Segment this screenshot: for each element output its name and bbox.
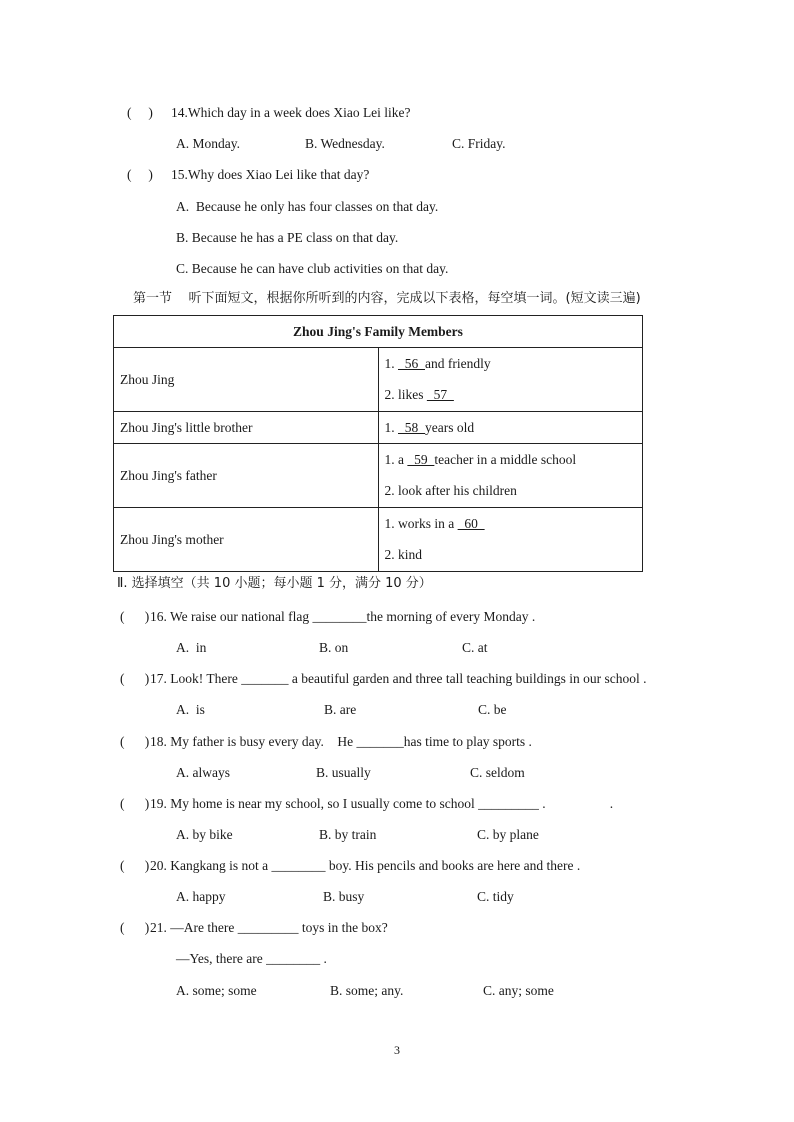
option: C. by plane	[477, 827, 539, 842]
option: C. seldom	[470, 765, 525, 780]
option: C. Friday.	[452, 136, 506, 151]
answer-paren: ( )	[120, 796, 150, 811]
detail-line: 2. look after his children	[384, 483, 517, 499]
page-number: 3	[394, 1043, 400, 1057]
answer-paren: ( )	[120, 858, 150, 873]
member-details	[378, 444, 643, 508]
blank-57: 57	[426, 387, 454, 403]
answer-paren: ( )	[120, 609, 150, 624]
option: A. in	[176, 640, 207, 655]
table-row	[114, 444, 643, 508]
option: A. some; some	[176, 983, 257, 998]
question-20-stem: 20. Kangkang is not a ________ boy. His pencils and books are here and there .	[150, 858, 581, 873]
option: B. are	[324, 702, 357, 717]
member-details	[378, 348, 643, 412]
answer-paren: ( )	[120, 671, 150, 686]
detail-line: 2. kind	[384, 547, 423, 563]
detail-line: 1. a 59 teacher in a middle school	[384, 451, 577, 467]
answer-paren: ( )	[120, 920, 150, 935]
family-members-table	[113, 315, 643, 572]
answer-paren: ( )	[127, 105, 153, 120]
option: A. Because he only has four classes on that day.	[176, 199, 439, 214]
detail-line: 1. works in a 60	[384, 515, 485, 531]
blank-58: 58	[398, 419, 425, 435]
option: C. be	[478, 702, 507, 717]
question-21-stem: 21. —Are there _________ toys in the box?	[150, 920, 388, 935]
table-row	[114, 348, 643, 412]
question-21-stem-2: —Yes, there are ________ .	[176, 951, 327, 966]
option: B. busy	[323, 889, 365, 904]
table-row	[114, 508, 643, 572]
question-19-stem: 19. My home is near my school, so I usually come to school _________ . .	[150, 796, 614, 811]
member-name: Zhou Jing's father	[114, 444, 379, 508]
option: A. Monday.	[176, 136, 240, 151]
blank-60: 60	[457, 515, 485, 531]
blank-59: 59	[407, 451, 435, 467]
option: A. by bike	[176, 827, 233, 842]
member-details	[378, 412, 643, 444]
question-14-stem: 14.Which day in a week does Xiao Lei like?	[171, 105, 411, 120]
answer-paren: ( )	[120, 734, 150, 749]
option: B. some; any.	[330, 983, 404, 998]
member-details	[378, 508, 643, 572]
detail-line: 1. 58 years old	[384, 419, 475, 435]
option: C. Because he can have club activities on that day.	[176, 261, 449, 276]
option: B. usually	[316, 765, 371, 780]
option: C. at	[462, 640, 488, 655]
question-18-stem: 18. My father is busy every day. He _______has time to play sports .	[150, 734, 532, 749]
detail-line: 1. 56 and friendly	[384, 355, 491, 371]
option: B. by train	[319, 827, 377, 842]
option: B. Wednesday.	[305, 136, 385, 151]
option: B. on	[319, 640, 349, 655]
detail-line: 2. likes 57	[384, 387, 454, 403]
answer-paren: ( )	[127, 167, 153, 182]
table-row	[114, 412, 643, 444]
option: A. always	[176, 765, 230, 780]
question-17-stem: 17. Look! There _______ a beautiful garden and three tall teaching buildings in our school .	[150, 671, 647, 686]
table-title: Zhou Jing's Family Members	[114, 316, 643, 348]
member-name: Zhou Jing	[114, 348, 379, 412]
option: B. Because he has a PE class on that day.	[176, 230, 399, 245]
member-name: Zhou Jing's little brother	[114, 412, 379, 444]
option: A. is	[176, 702, 205, 717]
member-name: Zhou Jing's mother	[114, 508, 379, 572]
question-16-stem: 16. We raise our national flag ________the morning of every Monday .	[150, 609, 536, 624]
option: C. tidy	[477, 889, 514, 904]
section-instruction: 第一节 听下面短文，根据你所听到的内容，完成以下表格，每空填一词。(短文读三遍)	[133, 291, 641, 306]
option: A. happy	[176, 889, 226, 904]
question-15-stem: 15.Why does Xiao Lei like that day?	[171, 167, 370, 182]
part-heading: Ⅱ. 选择填空（共 10 小题；每小题 1 分，满分 10 分）	[117, 576, 432, 591]
blank-56: 56	[398, 355, 425, 371]
option: C. any; some	[483, 983, 554, 998]
